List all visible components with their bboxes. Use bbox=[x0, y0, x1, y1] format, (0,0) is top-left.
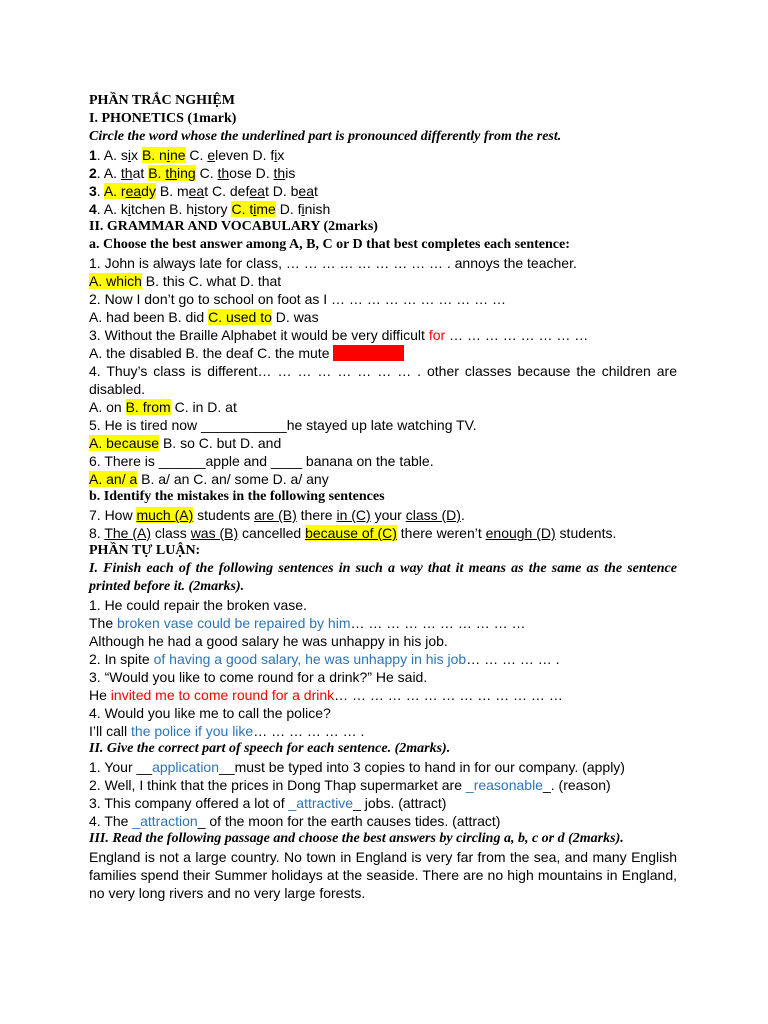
grammar-answer-5: A. because B. so C. but D. and bbox=[89, 435, 282, 451]
grammar-answer-1: A. which B. this C. what D. that bbox=[89, 273, 282, 289]
essay-section-1-heading: I. Finish each of the following sentences in such a way that it means as the same as the sentence printed before it. (2marks). bbox=[89, 561, 677, 594]
phonetics-instruction: Circle the word whose the underlined part is pronounced differently from the rest. bbox=[89, 129, 562, 144]
rewrite-question-3: 3. “Would you like to come round for a drink?” He said. bbox=[89, 669, 428, 685]
word-form-question-2: 2. Well, I think that the prices in Dong Thap supermarket are _reasonable_. (reason) bbox=[89, 777, 611, 793]
answer-highlight: B. thing bbox=[148, 165, 196, 181]
mistake-question-8: 8. The (A) class was (B) cancelled because of (C) there weren’t enough (D) students. bbox=[89, 525, 617, 541]
word-form-question-4: 4. The _attraction_ of the moon for the earth causes tides. (attract) bbox=[89, 813, 501, 829]
grammar-sub-b: b. Identify the mistakes in the following sentences bbox=[89, 489, 385, 504]
rewrite-question-1: 1. He could repair the broken vase. bbox=[89, 597, 307, 613]
reading-passage: England is not a large country. No town in England is very far from the sea, and many English families spend their Summer holidays at the seaside. There are no high mountains in England, no very long rivers and no very large forests. bbox=[89, 849, 677, 901]
phonetics-question-2: 2. A. that B. thing C. those D. this bbox=[89, 165, 296, 181]
grammar-sub-a: a. Choose the best answer among A, B, C or D that best completes each sentence: bbox=[89, 237, 570, 252]
essay-section-3-heading: III. Read the following passage and choose the best answers by circling a, b, c or d (2marks). bbox=[89, 831, 624, 846]
rewrite-answer-3: He invited me to come round for a drink… … … … … … … … … … … … … bbox=[89, 687, 563, 703]
grammar-question-2: 2. Now I don’t go to school on foot as I … … … … … … … … … … bbox=[89, 291, 507, 307]
rewrite-answer-4: I’ll call the police if you like… … … … … … . bbox=[89, 723, 365, 739]
grammar-question-6: 6. There is ______apple and ____ banana on the table. bbox=[89, 453, 434, 469]
rewrite-answer-2: 2. In spite of having a good salary, he was unhappy in his job… … … … … . bbox=[89, 651, 560, 667]
mistake-question-7: 7. How much (A) students are (B) there in (C) your class (D). bbox=[89, 507, 465, 523]
phonetics-question-4: 4. A. kitchen B. history C. time D. finish bbox=[89, 201, 331, 217]
phonetics-question-3: 3. A. ready B. meat C. defeat D. beat bbox=[89, 183, 318, 199]
grammar-question-1: 1. John is always late for class, … … … … … … … … … . annoys the teacher. bbox=[89, 255, 577, 271]
grammar-question-4: 4. Thuy’s class is different… … … … … … … … . other classes because the children are disabled. bbox=[89, 363, 677, 397]
grammar-answer-3: A. the disabled B. the deaf C. the mute D. the blind bbox=[89, 345, 405, 361]
grammar-question-5: 5. He is tired now ___________he stayed up late watching TV. bbox=[89, 417, 477, 433]
answer-highlight: C. time bbox=[231, 201, 276, 217]
answer-highlight: A. ready bbox=[103, 183, 156, 199]
section-title: PHẦN TRẮC NGHIỆM bbox=[89, 93, 235, 108]
grammar-answer-6: A. an/ a B. a/ an C. an/ some D. a/ any bbox=[89, 471, 329, 487]
answer-highlight: B. nine bbox=[141, 147, 186, 163]
essay-section-2-heading: II. Give the correct part of speech for each sentence. (2marks). bbox=[89, 741, 451, 756]
rewrite-answer-1: The broken vase could be repaired by him… … … … … … … … … … bbox=[89, 615, 526, 631]
grammar-answer-2: A. had been B. did C. used to D. was bbox=[89, 309, 319, 325]
essay-title: PHẦN TỰ LUẬN: bbox=[89, 543, 201, 558]
rewrite-question-4: 4. Would you like me to call the police? bbox=[89, 705, 331, 721]
document-page bbox=[89, 92, 677, 902]
rewrite-question-2: Although he had a good salary he was unhappy in his job. bbox=[89, 633, 448, 649]
grammar-question-3: 3. Without the Braille Alphabet it would be very difficult for … … … … … … … … bbox=[89, 327, 589, 343]
phonetics-heading: I. PHONETICS (1mark) bbox=[89, 111, 237, 126]
grammar-heading: II. GRAMMAR AND VOCABULARY (2marks) bbox=[89, 219, 378, 234]
word-form-question-1: 1. Your __application__must be typed into 3 copies to hand in for our company. (apply) bbox=[89, 759, 625, 775]
word-form-question-3: 3. This company offered a lot of _attractive_ jobs. (attract) bbox=[89, 795, 447, 811]
grammar-answer-4: A. on B. from C. in D. at bbox=[89, 399, 237, 415]
phonetics-question-1: 1. A. six B. nine C. eleven D. fix bbox=[89, 147, 285, 163]
